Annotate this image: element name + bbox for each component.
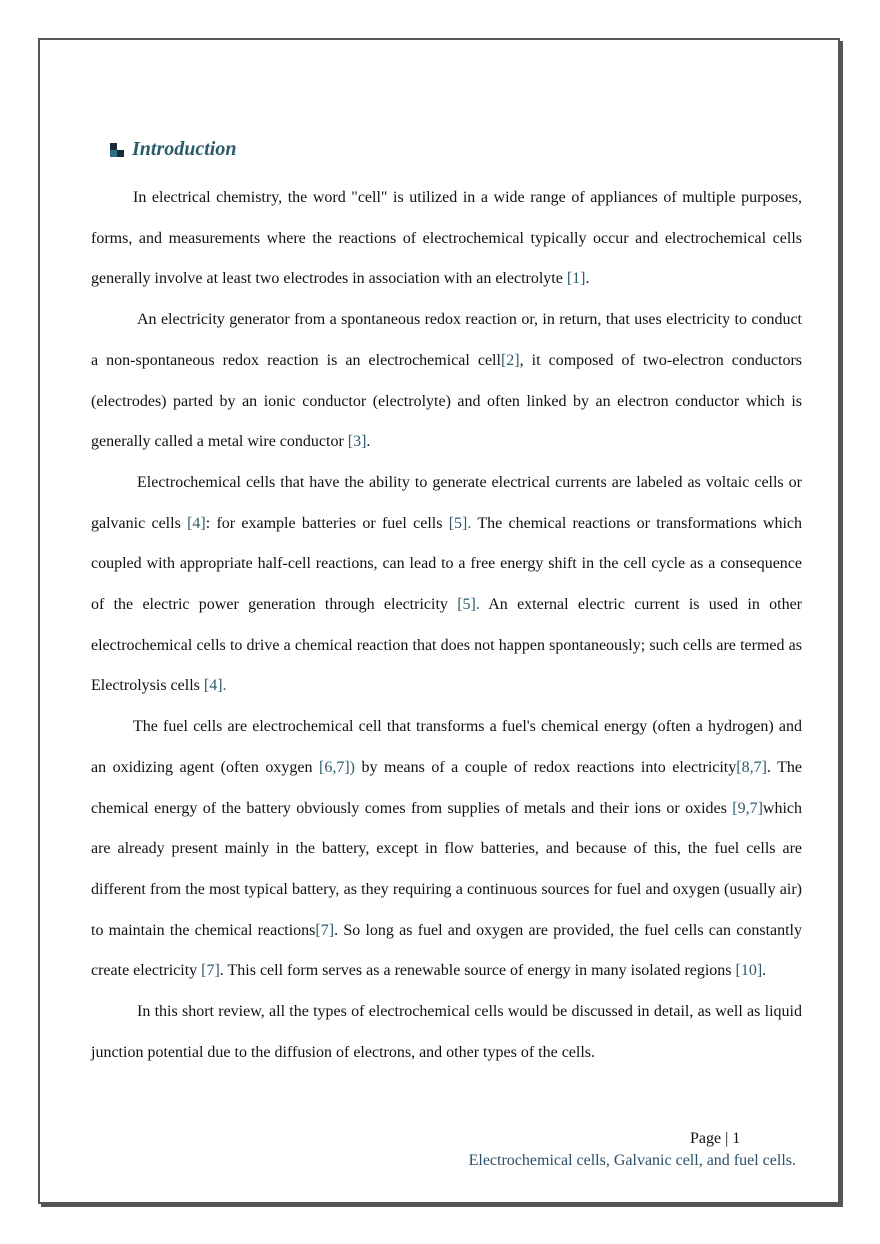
citation-ref: [5].	[448, 514, 472, 532]
citation-ref: [6,7])	[318, 758, 355, 776]
citation-ref: [5].	[457, 596, 480, 614]
text-run: An electricity generator from a spontaneous redox reaction or, in return, that uses electricity to conduct a non-spontaneous redox reaction is an electrochemical cell	[91, 311, 802, 369]
text-run: In this short review, all the types of electrochemical cells would be discussed in detail, as well as liquid junction potential due to the diffusion of electrons, and other types of the cells.	[91, 1003, 802, 1061]
citation-ref: [8,7]	[736, 758, 767, 776]
text-run: . The chemical energy of the battery obviously comes from supplies of metals and their ions or oxides	[91, 758, 803, 817]
body-text	[91, 178, 802, 1073]
citation-ref: [1]	[566, 270, 586, 288]
footer-title: Electrochemical cells, Galvanic cell, and fuel cells.	[468, 1152, 796, 1169]
text-run: .	[366, 433, 371, 451]
citation-ref: [4].	[203, 677, 227, 695]
citation-ref: [7]	[201, 962, 220, 980]
citation-ref: [9,7]	[732, 799, 763, 817]
text-run: by means of a couple of redox reactions into electricity	[354, 758, 737, 776]
text-run: The fuel cells are electrochemical cell that transforms a fuel's chemical energy (often a hydrogen) and an oxidizing agent (often oxygen	[91, 718, 802, 776]
citation-ref: [10]	[735, 962, 763, 980]
section-heading	[110, 138, 236, 161]
text-run: The chemical reactions or transformations which coupled with appropriate half-cell reactions, can lead to a free energy shift in the cell cycle as a consequence of the electric power generation through electricity	[91, 514, 802, 614]
paragraph-5	[91, 992, 802, 1073]
heading-title: Introduction	[132, 138, 237, 160]
paragraph-3	[91, 463, 802, 707]
citation-ref: [7]	[315, 921, 335, 939]
citation-ref: [2]	[500, 351, 520, 369]
paragraph-2	[91, 300, 802, 463]
text-run: Electrochemical cells that have the ability to generate electrical currents are labeled as voltaic cells or galvanic cells	[91, 473, 802, 532]
citation-ref: [4]	[187, 514, 206, 532]
page-number: Page | 1	[690, 1130, 741, 1147]
text-run: .	[762, 962, 767, 980]
text-run: which are already present mainly in the battery, except in flow batteries, and because of this, the fuel cells are different from the most typical battery, as they requiring a continuous sources for fuel and oxygen (usually air) to maintain the chemical reactions	[91, 799, 802, 939]
text-run: , it composed of two-electron conductors (electrodes) parted by an ionic conductor (electrolyte) and often linked by an electron conductor which is generally called a metal wire conductor	[91, 351, 802, 451]
text-run: In electrical chemistry, the word "cell" is utilized in a wide range of appliances of multiple purposes, forms, and measurements where the reactions of electrochemical typically occur and electrochemical cells generally involve at least two electrodes in association with an electrolyte	[91, 189, 802, 288]
square-bullet-icon	[110, 143, 124, 157]
text-run: : for example batteries or fuel cells	[205, 514, 449, 532]
citation-ref: [3]	[347, 433, 367, 451]
text-run: . This cell form serves as a renewable source of energy in many isolated regions	[219, 962, 736, 980]
text-run: .	[585, 270, 590, 288]
text-run: An external electric current is used in other electrochemical cells to drive a chemical reaction that does not happen spontaneously; such cells are termed as Electrolysis cells	[91, 596, 803, 695]
text-run: . So long as fuel and oxygen are provided, the fuel cells can constantly create electricity	[91, 921, 803, 980]
paragraph-1	[91, 178, 802, 300]
paragraph-4	[91, 707, 802, 992]
